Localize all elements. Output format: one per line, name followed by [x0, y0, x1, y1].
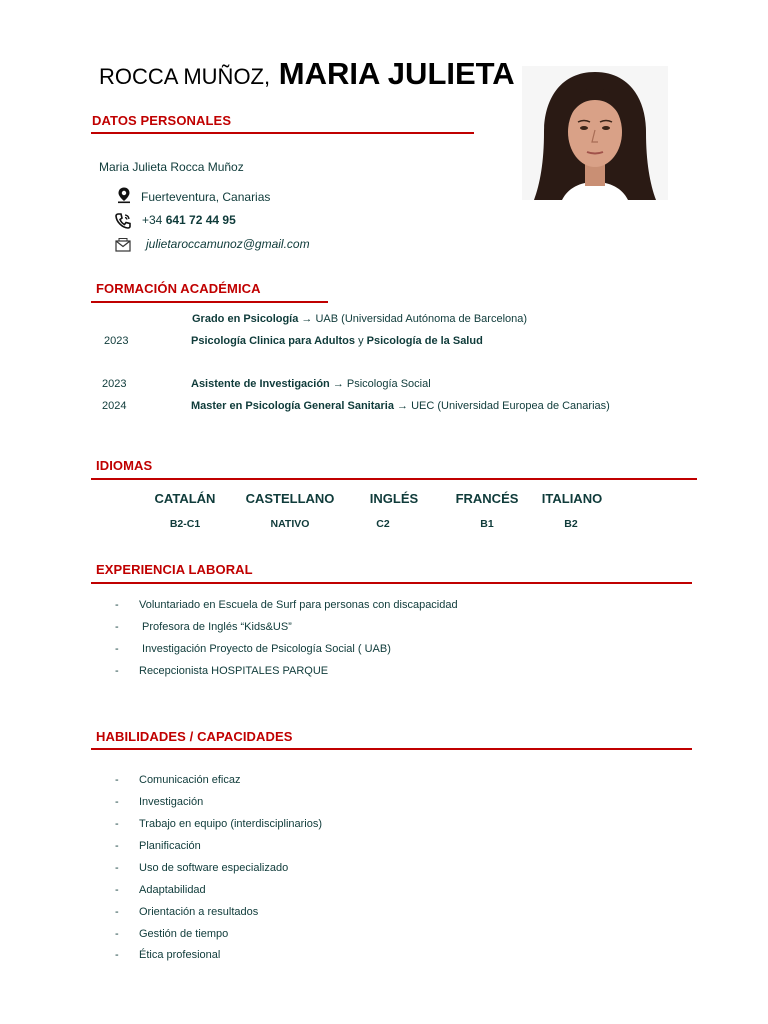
- section-divider: [91, 478, 697, 480]
- skill-item: Uso de software especializado: [139, 862, 289, 874]
- phone-icon: [114, 212, 132, 235]
- education-row: [191, 335, 483, 347]
- full-name: Maria Julieta Rocca Muñoz: [99, 160, 244, 174]
- skill-item: Comunicación eficaz: [139, 774, 241, 786]
- language-name: INGLÉS: [369, 491, 419, 506]
- experience-item: Recepcionista HOSPITALES PARQUE: [139, 665, 329, 677]
- candidate-name: [99, 56, 515, 92]
- language-level: NATIVO: [270, 518, 310, 530]
- education-title: Grado en Psicología: [192, 313, 299, 325]
- language-level: C2: [376, 518, 390, 530]
- given-name: MARIA JULIETA: [278, 56, 515, 91]
- section-title-skills: HABILIDADES / CAPACIDADES: [96, 729, 293, 744]
- education-title: Psicología Clinica para Adultos: [191, 335, 356, 347]
- education-title: Asistente de Investigación: [191, 378, 330, 390]
- bullet-dash: -: [115, 949, 119, 961]
- bullet-dash: -: [115, 621, 119, 633]
- phone-number: 641 72 44 95: [165, 213, 236, 227]
- language-level: B1: [480, 518, 494, 530]
- section-title-experience: EXPERIENCIA LABORAL: [96, 562, 253, 577]
- education-year: 2023: [102, 378, 127, 390]
- bullet-dash: -: [115, 599, 119, 611]
- experience-item: Investigación Proyecto de Psicología Social ( UAB): [139, 643, 391, 655]
- skill-item: Adaptabilidad: [139, 884, 206, 896]
- experience-item: Voluntariado en Escuela de Surf para personas con discapacidad: [139, 599, 458, 611]
- bullet-dash: -: [115, 840, 119, 852]
- section-divider: [91, 301, 328, 303]
- envelope-icon: [114, 236, 132, 259]
- skill-item: Investigación: [139, 796, 204, 808]
- language-level: B2-C1: [169, 518, 201, 530]
- section-divider: [91, 748, 692, 750]
- location-text: Fuerteventura, Canarias: [141, 190, 271, 204]
- education-connector: y: [355, 335, 367, 347]
- bullet-dash: -: [115, 665, 119, 677]
- education-arrow: →: [393, 400, 412, 412]
- bullet-dash: -: [115, 862, 119, 874]
- bullet-dash: -: [115, 774, 119, 786]
- skill-item: Planificación: [139, 840, 201, 852]
- education-row: [191, 378, 431, 390]
- language-level: B2: [564, 518, 578, 530]
- profile-photo: [522, 66, 668, 200]
- education-row: [192, 313, 527, 325]
- bullet-dash: -: [115, 643, 119, 655]
- phone-prefix: +34: [142, 213, 166, 227]
- education-title: Master en Psicología General Sanitaria: [191, 400, 394, 412]
- education-institution: UAB (Universidad Autónoma de Barcelona): [315, 313, 528, 325]
- language-name: CASTELLANO: [245, 491, 335, 506]
- education-year: 2023: [104, 335, 129, 347]
- education-institution: UEC (Universidad Europea de Canarias): [411, 400, 610, 412]
- skill-item: Orientación a resultados: [139, 906, 259, 918]
- bullet-dash: -: [115, 906, 119, 918]
- language-name: ITALIANO: [541, 491, 603, 506]
- location-pin-icon: [115, 186, 133, 209]
- education-row: [191, 400, 610, 412]
- section-divider: [91, 582, 692, 584]
- skill-item: Ética profesional: [139, 949, 221, 961]
- phone-text: [142, 213, 236, 227]
- education-arrow: →: [329, 378, 347, 390]
- skill-item: Trabajo en equipo (interdisciplinarios): [139, 818, 323, 830]
- bullet-dash: -: [115, 796, 119, 808]
- education-arrow: →: [298, 313, 316, 325]
- bullet-dash: -: [115, 928, 119, 940]
- education-title: Psicología de la Salud: [366, 335, 483, 347]
- bullet-dash: -: [115, 818, 119, 830]
- language-name: CATALÁN: [154, 491, 216, 506]
- language-name: FRANCÉS: [455, 491, 519, 506]
- education-institution: Psicología Social: [346, 378, 431, 390]
- surname: ROCCA MUÑOZ,: [99, 64, 271, 89]
- section-title-languages: IDIOMAS: [96, 458, 153, 473]
- section-title-education: FORMACIÓN ACADÉMICA: [96, 281, 261, 296]
- bullet-dash: -: [115, 884, 119, 896]
- skill-item: Gestión de tiempo: [139, 928, 229, 940]
- experience-item: Profesora de Inglés “Kids&US”: [139, 621, 292, 633]
- section-title-personal: DATOS PERSONALES: [92, 113, 232, 128]
- education-year: 2024: [102, 400, 127, 412]
- section-divider: [91, 132, 474, 134]
- email-text: julietaroccamunoz@gmail.com: [146, 237, 310, 251]
